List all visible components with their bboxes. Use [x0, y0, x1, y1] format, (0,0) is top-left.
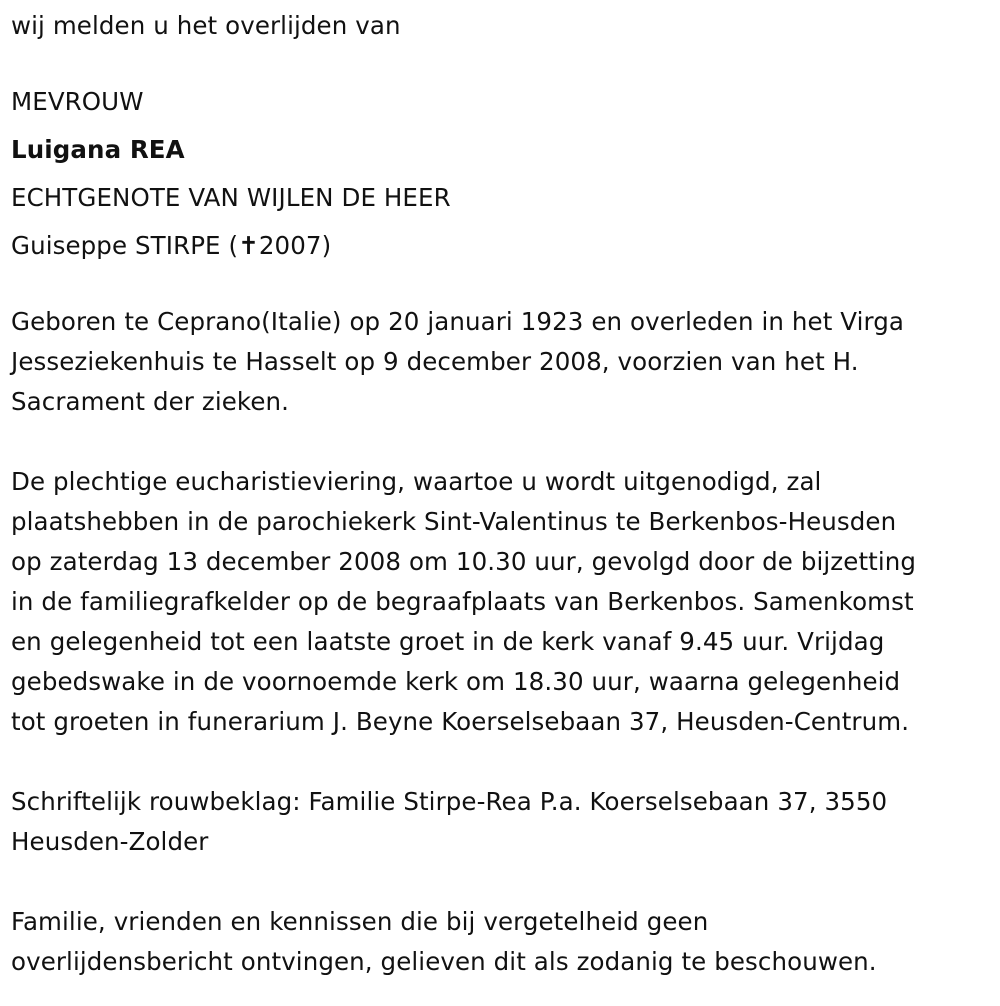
spacer	[11, 742, 1000, 782]
spouse-relation: ECHTGENOTE VAN WIJLEN DE HEER	[11, 183, 451, 212]
paragraph-line: plaatshebben in de parochiekerk Sint-Valentinus te Berkenbos-Heusden	[11, 507, 897, 536]
deceased-name: Luigana REA	[11, 135, 185, 164]
paragraph-line: Geboren te Ceprano(Italie) op 20 januari 1923 en overleden in het Virga	[11, 307, 905, 336]
paragraph-line: Jesseziekenhuis te Hasselt op 9 december 2008, voorzien van het H.	[11, 347, 859, 376]
paragraph-line: gebedswake in de voornoemde kerk om 18.30 uur, waarna gelegenheid	[11, 667, 901, 696]
paragraph-line: in de familiegrafkelder op de begraafplaats van Berkenbos. Samenkomst	[11, 587, 914, 616]
paragraph-line: overlijdensbericht ontvingen, gelieven dit als zodanig te beschouwen.	[11, 947, 877, 976]
paragraph-line: Schriftelijk rouwbeklag: Familie Stirpe-Rea P.a. Koerselsebaan 37, 3550	[11, 787, 888, 816]
paragraph-line: Sacrament der zieken.	[11, 387, 290, 416]
spacer	[11, 862, 1000, 902]
paragraph-line: Familie, vrienden en kennissen die bij vergetelheid geen	[11, 907, 709, 936]
birth-death-paragraph	[11, 302, 1000, 422]
title-honorific: MEVROUW	[11, 87, 144, 116]
spouse-name: Guiseppe STIRPE (✝2007)	[11, 231, 332, 260]
notice-paragraph	[11, 902, 1000, 982]
condolence-paragraph	[11, 782, 1000, 862]
spacer	[11, 422, 1000, 462]
spacer	[11, 270, 1000, 302]
paragraph-line: Heusden-Zolder	[11, 827, 209, 856]
paragraph-line: en gelegenheid tot een laatste groet in de kerk vanaf 9.45 uur. Vrijdag	[11, 627, 885, 656]
intro-line: wij melden u het overlijden van	[11, 11, 401, 40]
title-block	[11, 78, 1000, 270]
ceremony-paragraph	[11, 462, 1000, 742]
paragraph-line: tot groeten in funerarium J. Beyne Koerselsebaan 37, Heusden-Centrum.	[11, 707, 910, 736]
paragraph-line: op zaterdag 13 december 2008 om 10.30 uur, gevolgd door de bijzetting	[11, 547, 917, 576]
paragraph-line: De plechtige eucharistieviering, waartoe u wordt uitgenodigd, zal	[11, 467, 822, 496]
spacer	[11, 46, 1000, 78]
